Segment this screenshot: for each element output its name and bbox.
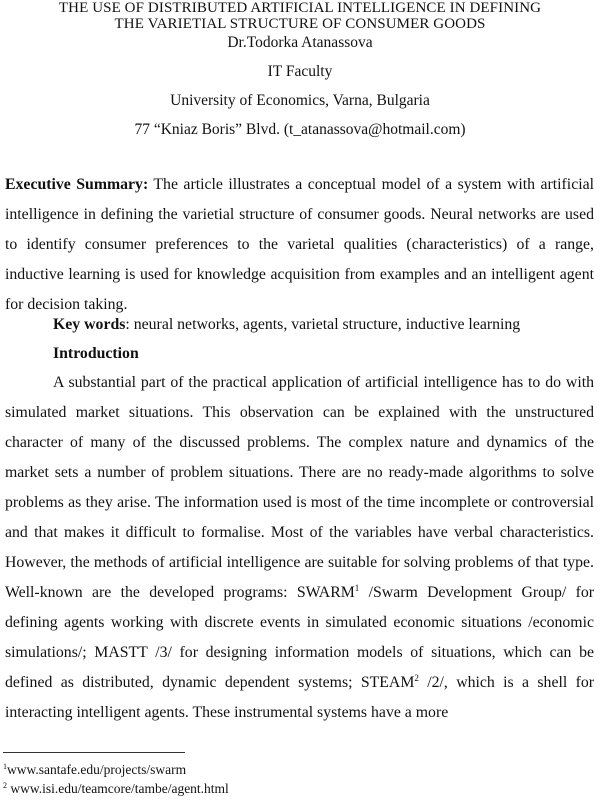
author-university: University of Economics, Varna, Bulgaria bbox=[170, 92, 430, 109]
footnote-2-mark: 2 bbox=[3, 781, 7, 790]
introduction-text-part-3: /2/, which is a shell for interacting intelligent agents. These instrumental systems have a more bbox=[5, 674, 594, 721]
footnote-ref-2: 2 bbox=[414, 673, 419, 683]
introduction-text-part-1: A substantial part of the practical application of artificial intelligence has to do with simulated market situations. This observation can be explained with the unstructured character of many of the discussed problems. The complex nature and dynamics of the market sets a number of problem situations. There are no ready-made algorithms to solve problems as they arise. The information used is most of the time incomplete or controversial and that makes it difficult to formalise. Most of the variables have verbal characteristics. However, the methods of artificial intelligence are suitable for solving problems of that type. Well-known are the developed programs: SWARM bbox=[5, 374, 594, 601]
paper-title-line-1: THE USE OF DISTRIBUTED ARTIFICIAL INTELLIGENCE IN DEFINING bbox=[58, 0, 542, 16]
footnote-1-mark: 1 bbox=[3, 762, 7, 771]
author-address: 77 “Kniaz Boris” Blvd. (t_atanassova@hotmail.com) bbox=[134, 121, 466, 138]
executive-summary-label: Executive Summary: bbox=[5, 176, 149, 193]
footnote-2 bbox=[3, 781, 229, 797]
introduction-text-part-2: /Swarm Development Group/ for defining agents working with discrete events in simulated economic situations /economic simulations/; MASTT /3/ for designing information models of situations, which can be defined as distributed, dynamic dependent systems; STEAM bbox=[5, 584, 594, 691]
keywords-line bbox=[53, 310, 598, 340]
footnote-1-text: www.santafe.edu/projects/swarm bbox=[7, 762, 187, 777]
footnote-2-text: www.isi.edu/teamcore/tambe/agent.html bbox=[7, 781, 229, 796]
author-department: IT Faculty bbox=[267, 63, 333, 80]
footnote-1 bbox=[3, 762, 186, 778]
keywords-text: : neural networks, agents, varietal structure, inductive learning bbox=[125, 316, 521, 333]
author-name: Dr.Todorka Atanassova bbox=[227, 34, 373, 51]
paper-title-line-2: THE VARIETIAL STRUCTURE OF CONSUMER GOODS bbox=[114, 16, 486, 32]
executive-summary bbox=[5, 170, 594, 320]
introduction-paragraph bbox=[5, 368, 594, 728]
keywords-label: Key words bbox=[53, 316, 126, 333]
footnote-divider bbox=[3, 752, 185, 753]
executive-summary-text: The article illustrates a conceptual model of a system with artificial intelligence in defining the varietial structure of consumer goods. Neural networks are used to identify consumer preferences to the varietal qualities (characteristics) of a range, inductive learning is used for knowledge acquisition from examples and an intelligent agent for decision taking. bbox=[5, 176, 594, 313]
footnote-ref-1: 1 bbox=[354, 583, 360, 593]
section-heading-introduction: Introduction bbox=[53, 345, 139, 362]
